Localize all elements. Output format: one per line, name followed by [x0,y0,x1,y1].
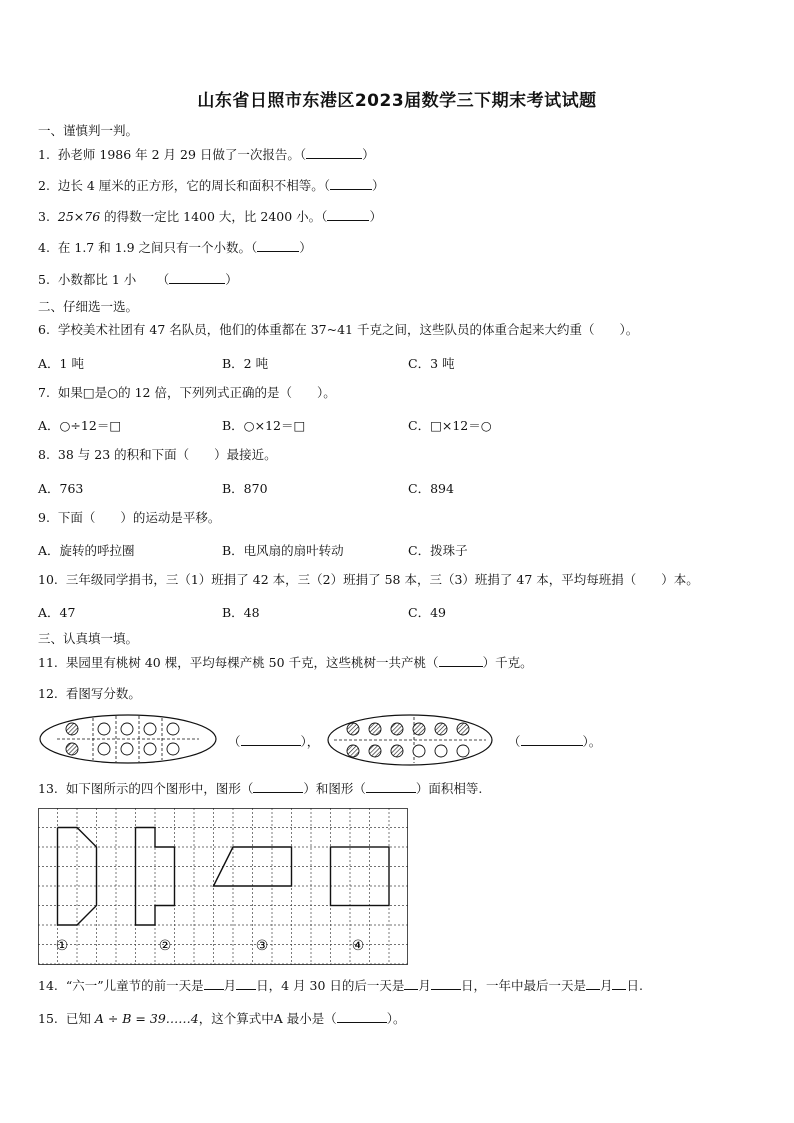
option-b[interactable]: B．2 吨 [222,356,269,371]
option-b[interactable]: B．48 [222,605,260,620]
math-expression: 25×76 [57,209,101,224]
fraction-figure-2 [326,712,494,768]
answer-blank[interactable] [327,208,369,221]
answer-blank[interactable] [236,977,256,990]
answer-blank[interactable] [337,1010,387,1023]
shape-label-3: ③ [255,938,269,954]
answer-blank[interactable] [404,977,418,990]
area-grid-figure [38,808,410,966]
answer-blank[interactable] [366,780,416,793]
shaded-circle [66,743,78,755]
math-expression: A ÷ B = 39……4 [94,1011,199,1026]
question-11: 11. 果园里有桃树 40 棵，平均每棵产桃 50 千克，这些桃树一共产桃（ ）千克。 [38,655,533,670]
question-1: 1. 孙老师 1986 年 2 月 29 日做了一次报告。（ ） [38,147,375,162]
option-b[interactable]: B．870 [222,481,268,496]
answer-blank[interactable] [241,733,301,746]
page-title: 山东省日照市东港区2023届数学三下期末考试试题 [197,91,597,111]
shape-label-4: ④ [351,938,365,954]
section-heading-2: 二、仔细选一选。 [38,299,139,314]
answer-blank[interactable] [306,146,362,159]
answer-blank[interactable] [586,977,600,990]
option-a[interactable]: A．○÷12＝□ [38,418,122,433]
question-3: 3. 25×76 的得数一定比 1400 大，比 2400 小。（ ） [38,209,382,224]
answer-blank[interactable] [612,977,626,990]
question-13: 13. 如下图所示的四个图形中，图形（ ）和图形（ ）面积相等. [38,781,483,796]
section-heading-1: 一、谨慎判一判。 [38,123,139,138]
question-8: 8. 38 与 23 的积和下面（ ）最接近。 [38,447,277,462]
option-b[interactable]: B．○×12＝□ [222,418,306,433]
answer-blank[interactable] [257,239,299,252]
shape-label-2: ② [158,938,172,954]
question-2: 2. 边长 4 厘米的正方形，它的周长和面积不相等。（ ） [38,178,385,193]
question-14: 14. “六一”儿童节的前一天是 月 日，4 月 30 日的后一天是 月 日，一年中最后一天是 月 日. [38,978,643,993]
option-c[interactable]: C．□×12＝○ [408,418,492,433]
answer-blank[interactable] [439,654,483,667]
option-a[interactable]: A．1 吨 [38,356,84,371]
option-a[interactable]: A．旋转的呼拉圈 [38,543,135,558]
question-9: 9. 下面（ ）的运动是平移。 [38,510,221,525]
option-b[interactable]: B．电风扇的扇叶转动 [222,543,344,558]
shaded-circle [66,723,78,735]
shape-4 [331,847,390,906]
option-a[interactable]: A．47 [38,605,76,620]
fraction-figure-1 [38,712,218,766]
question-10: 10. 三年级同学捐书，三（1）班捐了 42 本，三（2）班捐了 58 本，三（3）班捐了 47 本，平均每班捐（ ）本。 [38,572,699,587]
option-c[interactable]: C．894 [408,481,454,496]
question-5: 5. 小数都比 1 小 （ ） [38,272,238,287]
question-12: 12. 看图写分数。 [38,686,141,701]
option-a[interactable]: A．763 [38,481,84,496]
shape-label-1: ① [55,938,69,954]
answer-blank[interactable] [330,177,372,190]
answer-blank[interactable] [253,780,303,793]
question-15: 15. 已知 A ÷ B = 39……4，这个算式中A 最小是（ ）。 [38,1011,406,1026]
option-c[interactable]: C．49 [408,605,446,620]
option-c[interactable]: C．3 吨 [408,356,455,371]
option-c[interactable]: C．拨珠子 [408,543,468,558]
question-7: 7. 如果□是○的 12 倍，下列列式正确的是（ ）。 [38,385,336,400]
answer-blank[interactable] [169,271,225,284]
answer-blank[interactable] [204,977,224,990]
section-heading-3: 三、认真填一填。 [38,631,139,646]
answer-blank[interactable] [521,733,583,746]
fraction-answer-1: （ ）， [228,734,320,749]
answer-blank[interactable] [431,977,461,990]
question-4: 4. 在 1.7 和 1.9 之间只有一个小数。（ ） [38,240,312,255]
fraction-answer-2: （ ）。 [508,734,602,749]
question-6: 6. 学校美术社团有 47 名队员，他们的体重都在 37~41 千克之间，这些队员的体重合起来大约重（ ）。 [38,322,639,337]
